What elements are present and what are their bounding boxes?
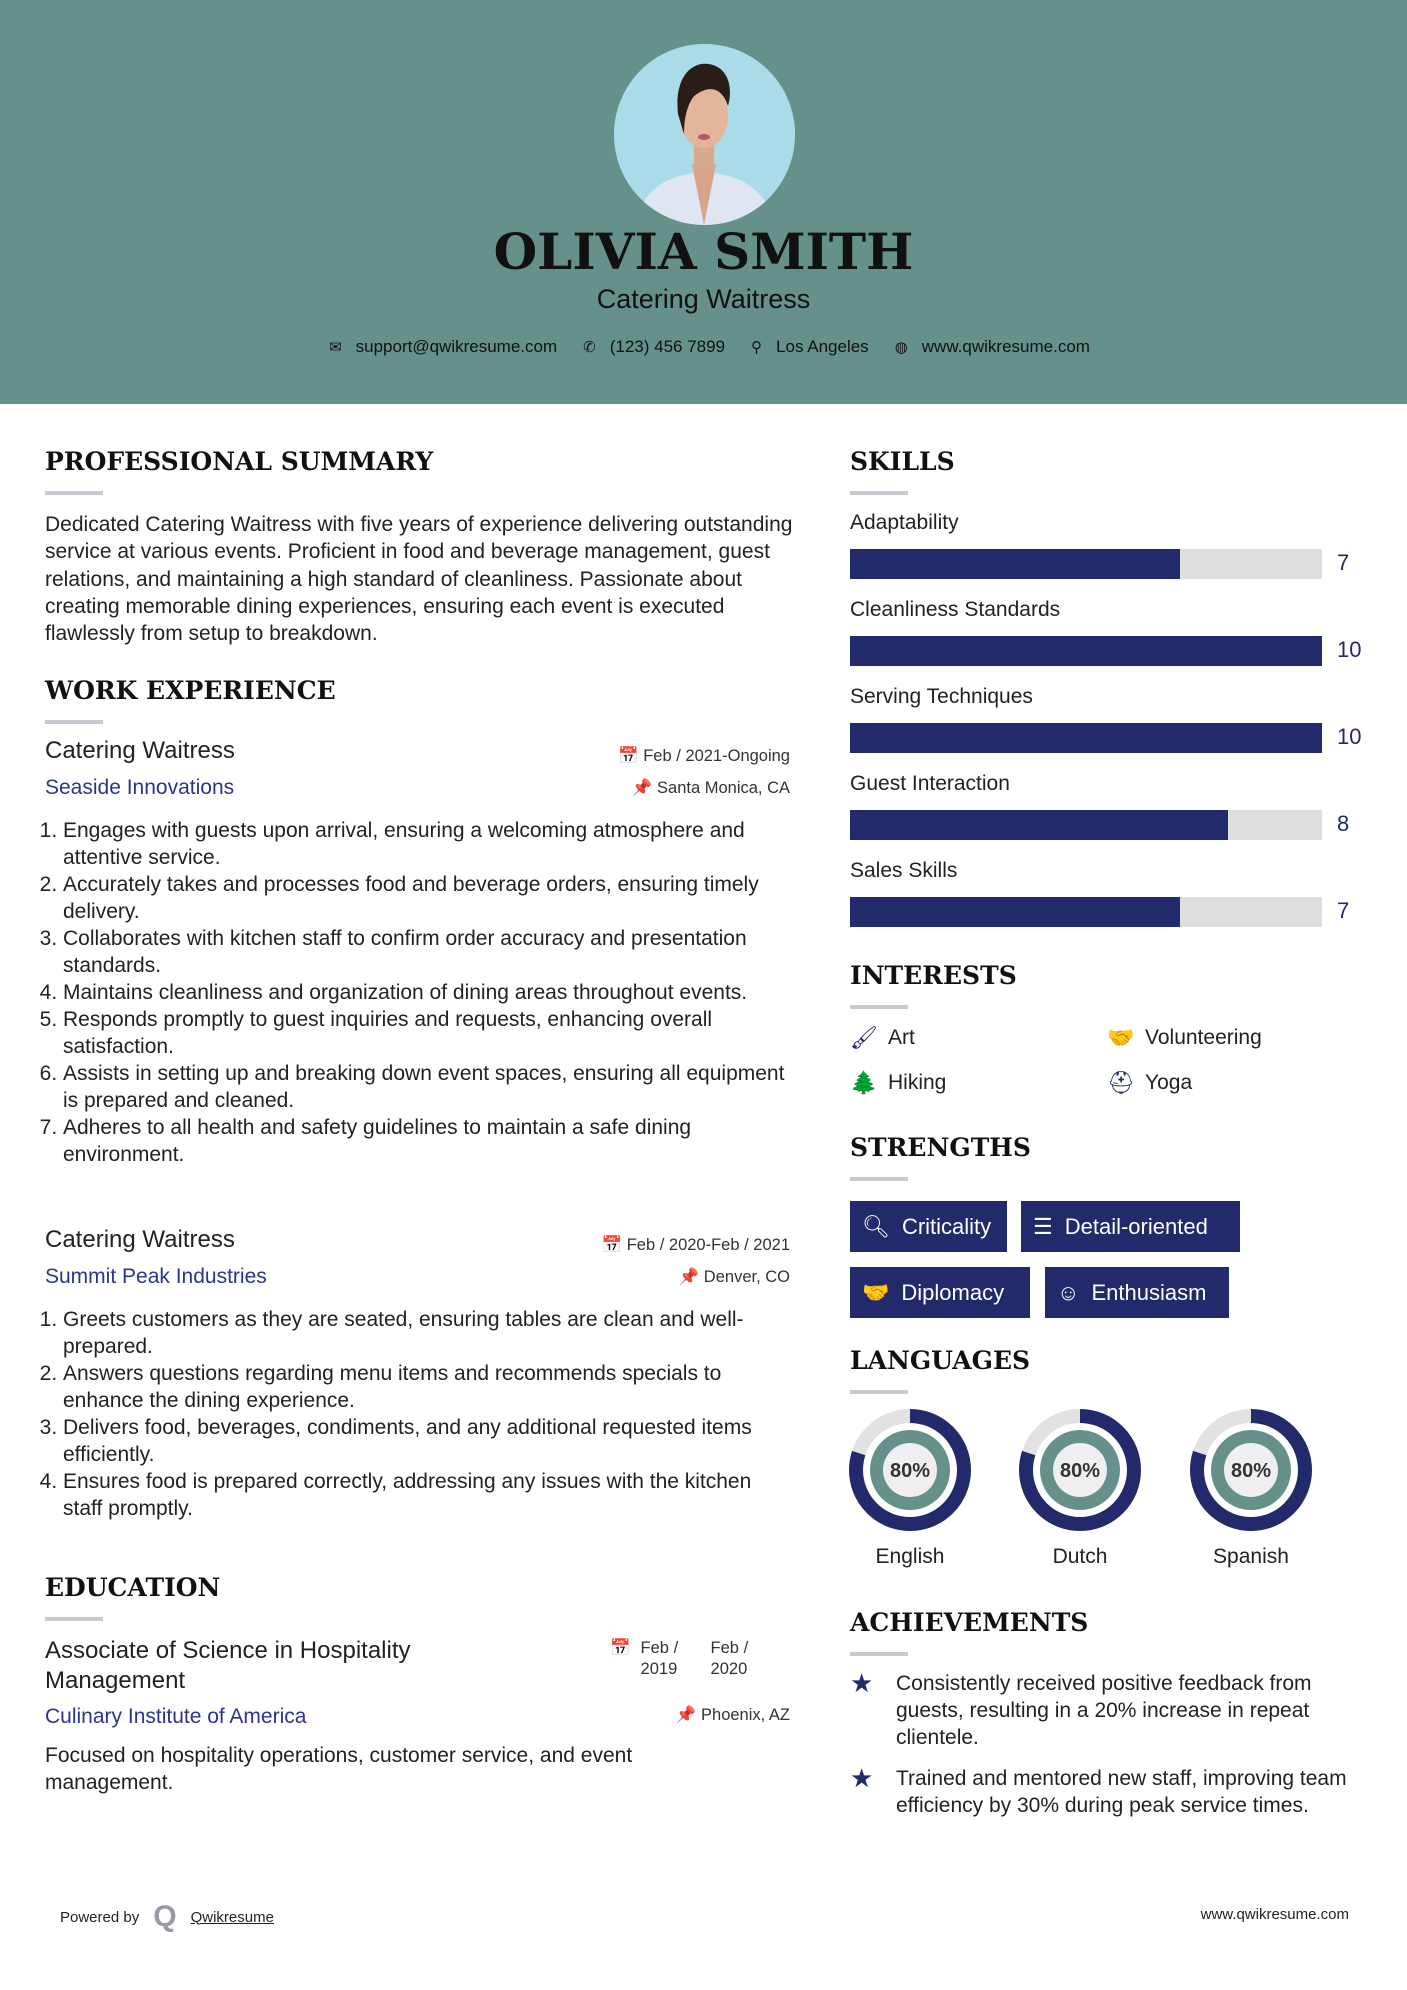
skill-value: 10 [1337, 637, 1362, 662]
handshake-icon: 🤝 [862, 1279, 890, 1305]
skill-bar-fill [850, 897, 1180, 927]
pushpin-icon: 📌 [678, 1268, 704, 1286]
profile-photo [614, 44, 795, 225]
skill-bar [850, 723, 1322, 753]
job-location-text: Denver, CO [703, 1268, 790, 1286]
list-icon: ☰ [1033, 1213, 1053, 1239]
interest-item [850, 1025, 915, 1051]
phone-icon: ✆ [583, 339, 596, 356]
envelope-icon: ✉ [329, 339, 342, 356]
language-donut [1189, 1408, 1313, 1532]
map-marker-icon: ⚲ [751, 339, 763, 356]
strength-label: Enthusiasm [1091, 1279, 1207, 1305]
job-dates [602, 1236, 790, 1255]
strength-label: Criticality [901, 1213, 992, 1239]
section-heading-strengths: STRENGTHS [850, 1133, 1031, 1162]
list-item: 1. Engages with guests upon arrival, ensuring a welcoming atmosphere and attentive service. [63, 817, 790, 871]
job-dates [618, 747, 790, 766]
list-item: 1. Greets customers as they are seated, ensuring tables are clean and well-prepared. [63, 1306, 790, 1360]
interest-label: Volunteering [1145, 1026, 1262, 1049]
footer-powered [60, 1902, 274, 1932]
skill-label: Adaptability [850, 511, 959, 534]
interest-item [850, 1070, 946, 1096]
footer-website[interactable]: www.qwikresume.com [1200, 1906, 1349, 1923]
calendar-icon: 📅 [610, 1639, 631, 1657]
job-location-text: Santa Monica, CA [657, 779, 790, 797]
language-donut [1018, 1408, 1142, 1532]
job-location [632, 779, 790, 798]
list-item: 3. Collaborates with kitchen staff to confirm order accuracy and presentation standards. [63, 925, 790, 979]
language-donut [848, 1408, 972, 1532]
smile-icon: ☺ [1057, 1279, 1080, 1305]
interest-item [1107, 1025, 1262, 1051]
interest-label: Hiking [888, 1071, 947, 1094]
search-icon: 🔍︎ [862, 1213, 890, 1239]
skill-bar-fill [850, 810, 1228, 840]
job-dates-text: Feb / 2021-Ongoing [643, 747, 790, 765]
achievement-text: Trained and mentored new staff, improving team efficiency by 30% during peak service times. [896, 1767, 1347, 1817]
skill-bar-fill [850, 636, 1322, 666]
contact-email[interactable]: support@qwikresume.com [355, 337, 558, 356]
tree-icon: 🌲 [850, 1070, 878, 1095]
skill-bar-fill [850, 549, 1180, 579]
candidate-title: Catering Waitress [596, 284, 811, 314]
skill-bar [850, 549, 1322, 579]
paintbrush-icon: 🖌 [850, 1025, 878, 1050]
contact-location: Los Angeles [776, 337, 869, 356]
skill-bar [850, 897, 1322, 927]
section-heading-interests: INTERESTS [850, 961, 1017, 990]
star-icon: ★ [850, 1668, 874, 1698]
skill-label: Sales Skills [850, 859, 958, 882]
language-percent: 80% [889, 1460, 931, 1482]
qwikresume-logo-icon: Q [153, 1900, 177, 1933]
job-bullets [38, 817, 790, 1168]
education-dates [610, 1638, 790, 1680]
list-item: 2. Accurately takes and processes food and beverage orders, ensuring timely delivery. [63, 871, 790, 925]
strength-chip [1045, 1267, 1229, 1318]
powered-by-label: Powered by [60, 1908, 140, 1926]
skill-value: 8 [1337, 811, 1350, 836]
list-item: 6. Assists in setting up and breaking down event spaces, ensuring all equipment is prepared and cleaned. [63, 1060, 790, 1114]
skill-label: Cleanliness Standards [850, 598, 1061, 621]
globe-icon: ◍ [894, 339, 908, 356]
strength-chip [850, 1201, 1007, 1252]
job-title: Catering Waitress [45, 737, 235, 764]
job-location [679, 1268, 790, 1287]
section-heading-skills: SKILLS [850, 447, 955, 476]
interest-label: Art [888, 1026, 915, 1049]
list-item: 5. Responds promptly to guest inquiries and requests, enhancing overall satisfaction. [63, 1006, 790, 1060]
achievement-item [850, 1670, 1360, 1751]
job-title: Catering Waitress [45, 1226, 235, 1253]
section-heading-education: EDUCATION [45, 1573, 221, 1602]
calendar-icon: 📅 [601, 1236, 627, 1254]
list-item: 4. Maintains cleanliness and organization of dining areas throughout events. [63, 979, 790, 1006]
job-company: Summit Peak Industries [45, 1265, 267, 1288]
skill-bar [850, 636, 1322, 666]
achievement-text: Consistently received positive feedback from guests, resulting in a 20% increase in repeat clientele. [896, 1672, 1312, 1749]
calendar-icon: 📅 [618, 747, 644, 765]
school-name: Culinary Institute of America [45, 1705, 307, 1728]
interest-label: Yoga [1145, 1071, 1193, 1094]
candidate-name: OLIVIA SMITH [493, 222, 914, 281]
job-bullets [38, 1306, 790, 1522]
strength-chip [1021, 1201, 1240, 1252]
pushpin-icon: 📌 [631, 779, 658, 797]
language-percent: 80% [1230, 1460, 1272, 1482]
job-dates-text: Feb / 2020-Feb / 2021 [626, 1236, 790, 1254]
education-start: Feb / 2019 [640, 1639, 679, 1678]
job-company: Seaside Innovations [45, 776, 235, 799]
contact-website[interactable]: www.qwikresume.com [921, 337, 1090, 356]
degree-title: Associate of Science in Hospitality Management [45, 1637, 411, 1694]
handshake-icon: 🤝 [1107, 1025, 1135, 1050]
strength-label: Diplomacy [901, 1279, 1005, 1305]
education-location-text: Phoenix, AZ [701, 1706, 790, 1724]
skill-bar-fill [850, 723, 1322, 753]
summary-text: Dedicated Catering Waitress with five years of experience delivering outstanding service at various events. Proficient in food and beverage management, guest relations, and maintaining a high standard of cleanliness. Passionate about creating memorable dining experiences, ensuring each event is executed flawlessly from setup to breakdown. [45, 513, 793, 646]
language-name: Spanish [1213, 1545, 1289, 1568]
education-location [676, 1706, 790, 1725]
section-heading-experience: WORK EXPERIENCE [45, 676, 336, 705]
list-item: 7. Adheres to all health and safety guidelines to maintain a safe dining environment. [63, 1114, 790, 1168]
list-item: 2. Answers questions regarding menu items and recommends specials to enhance the dining experience. [63, 1360, 790, 1414]
header-banner [0, 0, 1407, 404]
list-item: 4. Ensures food is prepared correctly, addressing any issues with the kitchen staff promptly. [63, 1468, 790, 1522]
pushpin-icon: 📌 [675, 1706, 702, 1724]
skill-label: Guest Interaction [850, 772, 1010, 795]
education-end: Feb / 2020 [710, 1639, 749, 1678]
skill-bar [850, 810, 1322, 840]
language-percent: 80% [1059, 1460, 1101, 1482]
section-heading-achievements: ACHIEVEMENTS [850, 1608, 1089, 1637]
lifering-icon: ⛑ [1107, 1070, 1135, 1095]
skill-value: 7 [1337, 898, 1350, 923]
section-heading-languages: LANGUAGES [850, 1346, 1031, 1375]
interest-item [1107, 1070, 1192, 1096]
language-name: Dutch [1052, 1545, 1108, 1568]
skill-value: 7 [1337, 550, 1350, 575]
section-heading-summary: PROFESSIONAL SUMMARY [45, 447, 434, 476]
language-name: English [875, 1545, 945, 1568]
contact-phone: (123) 456 7899 [609, 337, 726, 356]
strength-chip [850, 1267, 1030, 1318]
brand-link[interactable]: Qwikresume [190, 1908, 274, 1926]
achievement-item [850, 1765, 1360, 1819]
skill-label: Serving Techniques [850, 685, 1033, 708]
star-icon: ★ [850, 1763, 874, 1793]
skill-value: 10 [1337, 724, 1362, 749]
strength-label: Detail-oriented [1064, 1213, 1208, 1239]
education-description: Focused on hospitality operations, customer service, and event management. [45, 1744, 633, 1795]
list-item: 3. Delivers food, beverages, condiments, and any additional requested items efficiently. [63, 1414, 790, 1468]
contact-bar [0, 337, 1407, 357]
